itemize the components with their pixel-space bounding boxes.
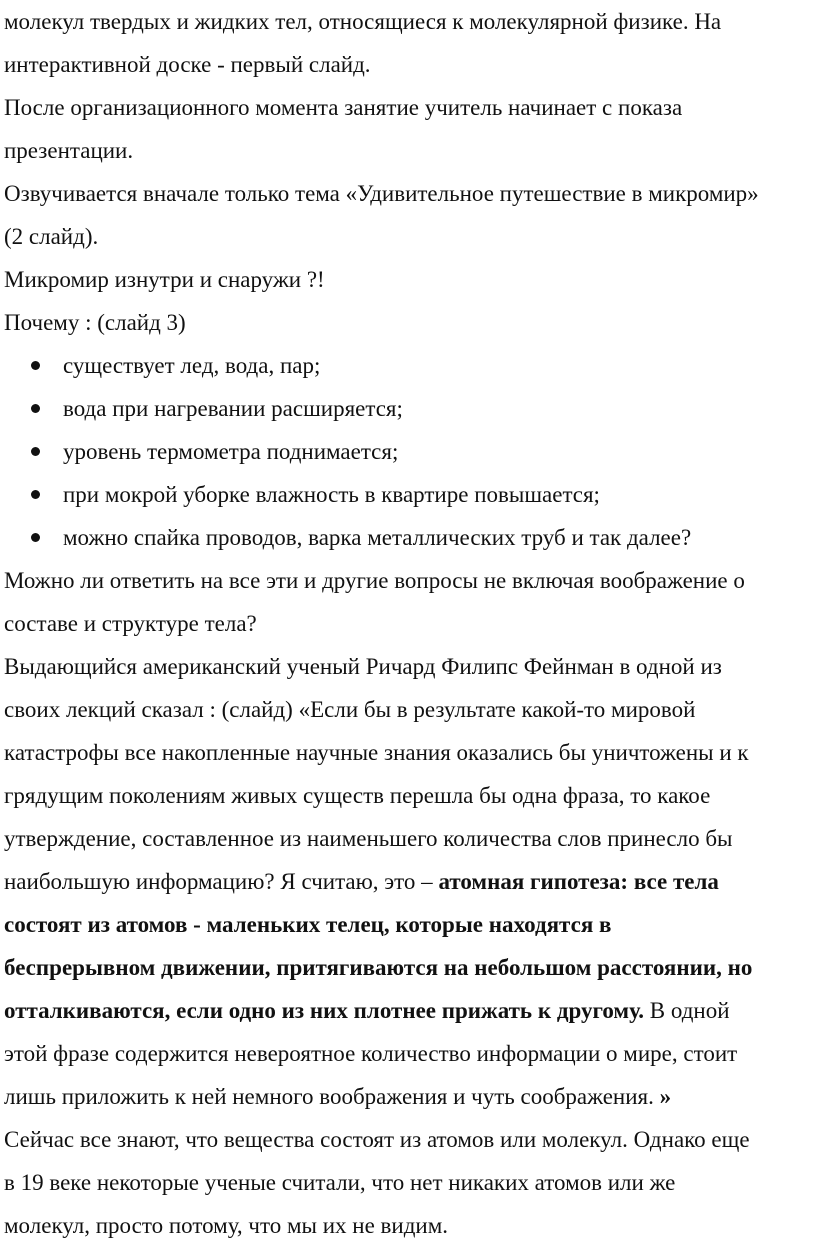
text-line bbox=[4, 860, 812, 903]
text-line bbox=[4, 1075, 812, 1118]
text-line: утверждение, составленное из наименьшего количества слов принесло бы bbox=[4, 826, 733, 851]
bullet-text: при мокрой уборке влажность в квартире повышается; bbox=[63, 482, 600, 507]
bullet-icon bbox=[31, 490, 40, 499]
text-line: своих лекций сказал : (слайд) «Если бы в результате какой-то мировой bbox=[4, 697, 696, 722]
bold-quote-span: атомная гипотеза: все тела bbox=[438, 869, 719, 894]
text-span: наибольшую информацию? Я считаю, это – bbox=[4, 869, 439, 894]
text-line bbox=[4, 989, 812, 1032]
text-line: молекул, просто потому, что мы их не видим. bbox=[4, 1213, 449, 1238]
bullet-text: существует лед, вода, пар; bbox=[63, 353, 321, 378]
text-line: (2 слайд). bbox=[4, 224, 99, 249]
document-page bbox=[4, 0, 812, 1247]
text-line: интерактивной доске - первый слайд. bbox=[4, 52, 371, 77]
text-line: Выдающийся американский ученый Ричард Филипс Фейнман в одной из bbox=[4, 654, 722, 679]
bold-quote-line: состоят из атомов - маленьких телец, которые находятся в bbox=[4, 912, 612, 937]
text-line: катастрофы все накопленные научные знания оказались бы уничтожены и к bbox=[4, 740, 749, 765]
bullet-icon bbox=[31, 361, 40, 370]
bullet-item bbox=[4, 430, 812, 473]
text-line: Почему : (слайд 3) bbox=[4, 310, 186, 335]
text-line: в 19 веке некоторые ученые считали, что нет никаких атомов или же bbox=[4, 1170, 676, 1195]
text-line: этой фразе содержится невероятное количество информации о мире, стоит bbox=[4, 1041, 738, 1066]
bullet-item bbox=[4, 387, 812, 430]
text-span: лишь приложить к ней немного воображения и чуть соображения. bbox=[4, 1084, 660, 1109]
bold-quote-line: беспрерывном движении, притягиваются на небольшом расстоянии, но bbox=[4, 955, 753, 980]
text-line: грядущим поколениям живых существ перешла бы одна фраза, то какое bbox=[4, 783, 711, 808]
bullet-text: вода при нагревании расширяется; bbox=[63, 396, 403, 421]
bullet-text: уровень термометра поднимается; bbox=[63, 439, 399, 464]
text-span: В одной bbox=[644, 998, 730, 1023]
text-line: Можно ли ответить на все эти и другие вопросы не включая воображение о bbox=[4, 568, 745, 593]
bullet-icon bbox=[31, 404, 40, 413]
text-line: После организационного момента занятие учитель начинает с показа bbox=[4, 95, 683, 120]
bullet-icon bbox=[31, 447, 40, 456]
bullet-item bbox=[4, 516, 812, 559]
text-line: составе и структуре тела? bbox=[4, 611, 257, 636]
text-line: Озвучивается вначале только тема «Удивительное путешествие в микромир» bbox=[4, 181, 759, 206]
closing-quote-mark: » bbox=[659, 1084, 672, 1109]
text-line: Сейчас все знают, что вещества состоят из атомов или молекул. Однако еще bbox=[4, 1127, 750, 1152]
bullet-text: можно спайка проводов, варка металлических труб и так далее? bbox=[63, 525, 692, 550]
text-line: молекул твердых и жидких тел, относящиеся к молекулярной физике. На bbox=[4, 9, 722, 34]
text-line: Микромир изнутри и снаружи ?! bbox=[4, 267, 325, 292]
bullet-item bbox=[4, 473, 812, 516]
bold-quote-span: отталкиваются, если одно из них плотнее прижать к другому. bbox=[4, 998, 645, 1023]
text-line: презентации. bbox=[4, 138, 134, 163]
bullet-icon bbox=[31, 533, 40, 542]
bullet-item bbox=[4, 344, 812, 387]
